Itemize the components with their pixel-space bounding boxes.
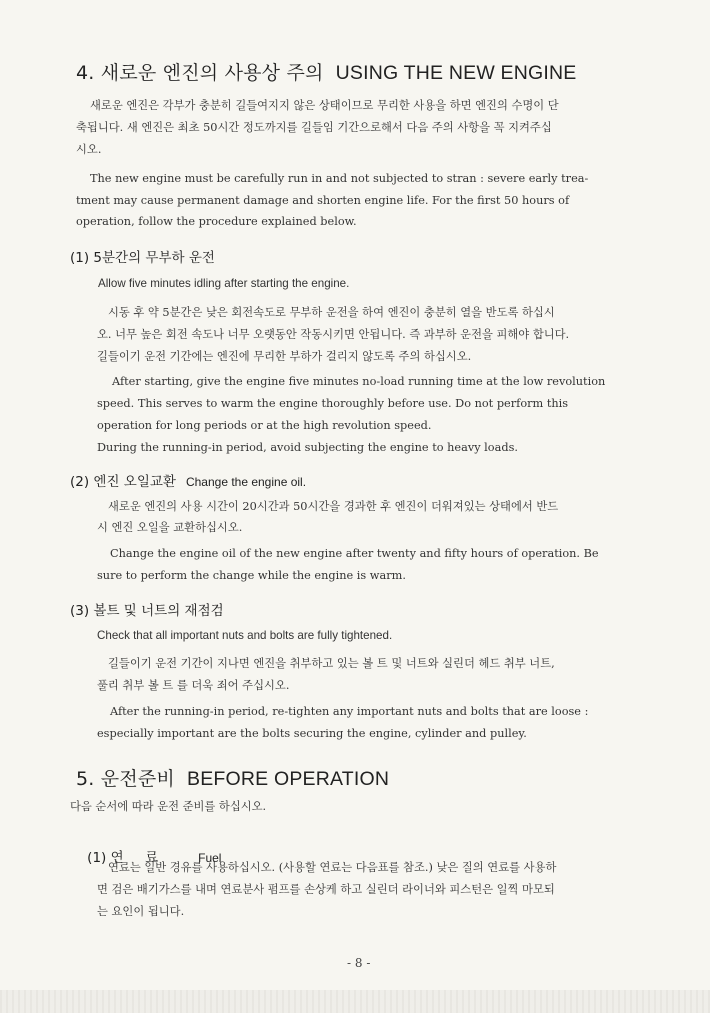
intro-en-line-1: The new engine must be carefully run in and not subjected to stran : severe early trea-	[90, 172, 589, 185]
item-2-heading-en: Change the engine oil.	[185, 475, 307, 489]
item-1-en-line-1: After starting, give the engine five minutes no-load running time at the low revolution	[112, 375, 606, 388]
intro-ko-line-2: 축됩니다. 새 엔진은 최초 50시간 정도까지를 길들임 기간으로해서 다음 주의 사항을 꼭 지켜주십	[76, 121, 552, 134]
scan-edge	[0, 990, 710, 1013]
intro-ko-line-1: 새로운 엔진은 각부가 충분히 길들여지지 않은 상태이므로 무리한 사용을 하면 엔진의 수명이 단	[90, 99, 559, 112]
item-1-en-line-4: During the running-in period, avoid subjecting the engine to heavy loads.	[97, 441, 518, 454]
section-4-title	[76, 58, 577, 85]
item-1-sub-en: Allow five minutes idling after starting the engine.	[98, 277, 350, 290]
item-3-sub-en: Check that all important nuts and bolts are fully tightened.	[97, 629, 393, 642]
item-3-ko-line-1: 길들이기 운전 기간이 지나면 엔진을 취부하고 있는 볼 트 및 너트와 실린더 헤드 취부 너트,	[108, 657, 555, 670]
section-5-title	[76, 764, 389, 791]
item-3-heading: (3) 볼트 및 너트의 재점검	[70, 603, 224, 619]
item-2-heading-ko: (2) 엔진 오일교환	[70, 474, 176, 490]
intro-en-line-3: operation, follow the procedure explained below.	[76, 215, 357, 228]
fuel-line-1: 연료는 일반 경유를 사용하십시오. (사용할 연료는 다음표를 참조.) 낮은 질의 연료를 사용하	[108, 861, 557, 874]
fuel-line-2: 면 검은 배기가스를 내며 연료분사 펌프를 손상케 하고 실린더 라이너와 피스턴은 일찍 마모되	[97, 883, 555, 896]
item-2-ko-line-1: 새로운 엔진의 사용 시간이 20시간과 50시간을 경과한 후 엔진이 더워져있는 상태에서 반드	[108, 500, 559, 513]
item-1-en-line-2: speed. This serves to warm the engine thoroughly before use. Do not perform this	[97, 397, 569, 410]
section-5-title-en: BEFORE OPERATION	[186, 768, 390, 790]
fuel-heading-en: Fuel	[198, 851, 222, 865]
page-number: - 8 -	[347, 956, 371, 970]
item-3-en-line-1: After the running-in period, re-tighten any important nuts and bolts that are loose :	[110, 705, 589, 718]
intro-ko-line-3: 시오.	[76, 143, 102, 156]
intro-en-line-2: tment may cause permanent damage and shorten engine life. For the first 50 hours of	[76, 194, 570, 207]
section-5-intro: 다음 순서에 따라 운전 준비를 하십시오.	[70, 800, 267, 813]
item-2-en-line-2: sure to perform the change while the engine is warm.	[97, 569, 406, 582]
item-1-ko-line-2: 오. 너무 높은 회전 속도나 너무 오랫동안 작동시키면 안됩니다. 즉 과부하 운전을 피해야 합니다.	[97, 328, 570, 341]
item-1-ko-line-1: 시동 후 약 5분간은 낮은 회전속도로 무부하 운전을 하여 엔진이 충분히 열을 반도록 하십시	[108, 306, 555, 319]
item-2-en-line-1: Change the engine oil of the new engine after twenty and fifty hours of operation. Be	[110, 547, 599, 560]
item-2-ko-line-2: 시 엔진 오일을 교환하십시오.	[97, 521, 243, 534]
item-1-en-line-3: operation for long periods or at the high revolution speed.	[97, 419, 432, 432]
item-3-en-line-2: especially important are the bolts securing the engine, cylinder and pulley.	[97, 727, 527, 740]
item-1-heading: (1) 5분간의 무부하 운전	[70, 250, 215, 266]
fuel-line-3: 는 요인이 됩니다.	[97, 905, 185, 918]
item-3-ko-line-2: 풀리 취부 볼 트 를 더욱 죄어 주십시오.	[97, 679, 290, 692]
section-5-title-ko: 5. 운전준비	[76, 768, 175, 790]
fuel-heading-ko: (1) 연 료	[87, 850, 159, 866]
section-4-title-ko: 4. 새로운 엔진의 사용상 주의	[76, 62, 324, 84]
item-2-heading	[70, 470, 306, 490]
section-4-title-en: USING THE NEW ENGINE	[335, 62, 577, 84]
item-1-ko-line-3: 길들이기 운전 기간에는 엔진에 무리한 부하가 걸리지 않도록 주의 하십시오.	[97, 350, 472, 363]
